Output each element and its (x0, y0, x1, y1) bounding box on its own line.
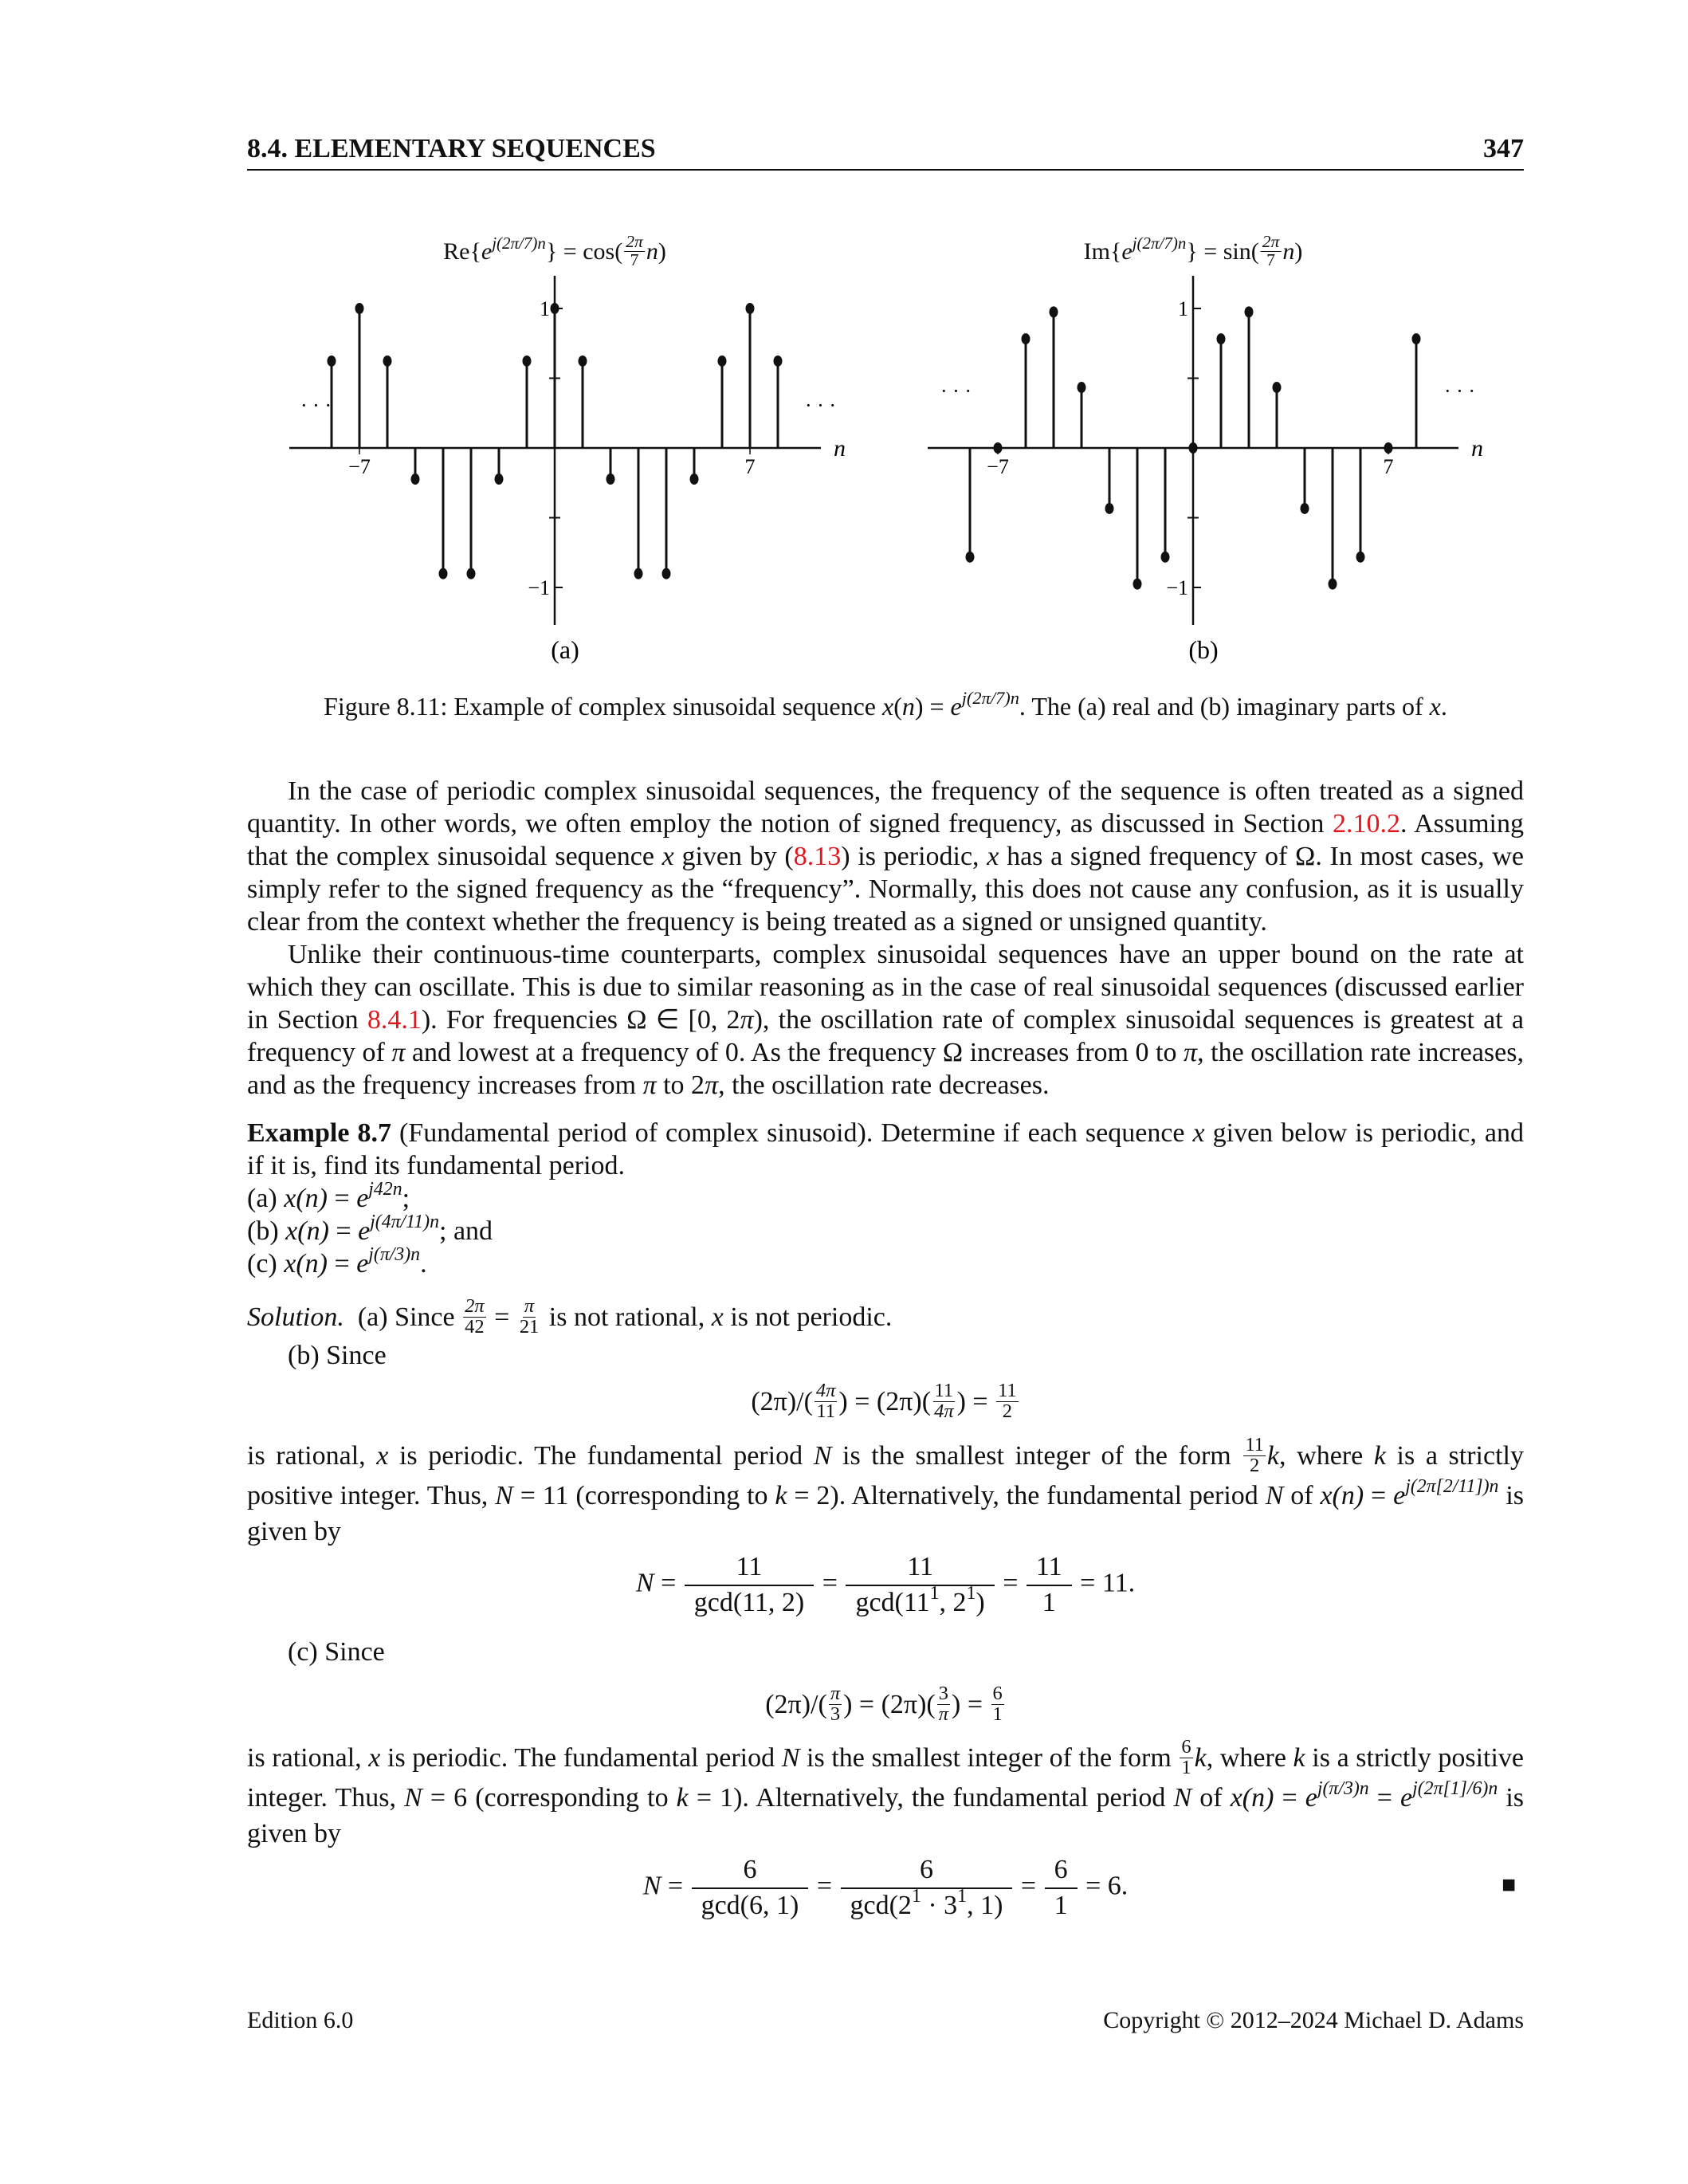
example-label: Example 8.7 (247, 1118, 391, 1148)
x-tick-label: 7 (1383, 455, 1394, 478)
solution-c-label: (c) Since (288, 1637, 385, 1667)
title-text: e (481, 238, 493, 265)
title-text: ) (1294, 238, 1303, 265)
solution-b-paragraph: is rational, x is periodic. The fundamental period N is the smallest integer of the form $\frac{11}{2}$ k, where k is a strictly positive integer. Thus, N = 11 (corresponding to k = 2). Alternatively, the fundamental period N of $x(n) = e^{j(2\pi[2/11])n}$ is given by (247, 1434, 1524, 1547)
equation-b-ratio: (2π)/( $\frac{4\pi}{11}$ ) = (2π)( $\frac{11}{4\pi}$ ) = $\frac{11}{2}$ (751, 1380, 1017, 1422)
stem-marker (1384, 442, 1393, 454)
stem-marker (1050, 306, 1058, 317)
y-tick-label: −1 (1166, 576, 1188, 599)
figure-caption: Figure 8.11: Example of complex sinusoidal sequence $x(n) = e^{j(2\pi/7)n}$. The (a) real and (b) imaginary parts of x. (324, 688, 1447, 721)
title-text: } (1186, 238, 1198, 265)
stem-marker (1273, 382, 1282, 393)
x-axis-label: n (834, 435, 846, 462)
stem-marker (1022, 333, 1030, 344)
stem-marker (1105, 503, 1114, 514)
stem-marker (607, 473, 615, 485)
x-axis-label: n (1471, 435, 1483, 462)
y-tick-label: 1 (1178, 297, 1188, 320)
title-text: ( (1250, 238, 1259, 265)
stem-marker (718, 355, 727, 367)
equation-c-period: N = $\frac{6}{\gcd(6, 1)}$ = $\frac{6}{\gcd(2^1 \cdot 3^1, 1)}$ = $\frac{6}{1}$ = 6. (642, 1855, 1129, 1920)
example-item: (b) $x(n) = e^{j(4\pi/11)n}$; and (247, 1212, 493, 1246)
title-fraction: $\frac{2\pi}{7}$ (626, 232, 643, 270)
y-tick-label: −1 (528, 576, 550, 599)
stem-marker (1301, 503, 1309, 514)
y-tick-label: 1 (540, 297, 550, 320)
stem-marker (774, 355, 783, 367)
example-item: (c) $x(n) = e^{j(\pi/3)n}$. (247, 1244, 427, 1279)
title-text: Re{ (443, 238, 481, 265)
subfigure-label: (b) (1188, 635, 1219, 664)
stem-marker (523, 355, 532, 367)
stem-marker (355, 303, 364, 314)
stem-marker (383, 355, 392, 367)
title-text: e (1121, 238, 1133, 265)
stem-marker (1133, 579, 1142, 590)
stem-marker (1245, 306, 1254, 317)
section-link[interactable]: 2.10.2 (1332, 809, 1400, 839)
title-text: = sin (1197, 238, 1251, 265)
stem-marker (1078, 382, 1086, 393)
solution-c-paragraph: is rational, x is periodic. The fundamental period N is the smallest integer of the form $\frac{6}{1}$ k, where k is a strictly positive integer. Thus, N = 6 (corresponding to k = 1). Alternatively, the fundamental period N of $x(n) = e^{j(\pi/3)n} = e^{j(2\pi[1]/6)n}$ is given by (247, 1736, 1525, 1849)
ellipsis-right: · · · (1444, 379, 1475, 403)
title-text: ( (614, 238, 623, 265)
equation-c-ratio: (2π)/( $\frac{\pi}{3}$ ) = (2π)( $\frac{3}{\pi}$ ) = $\frac{6}{1}$ (765, 1683, 1003, 1725)
paragraph-1: In the case of periodic complex sinusoidal sequences, the frequency of the sequence is often treated as a signed quantity. In other words, we often employ the notion of signed frequency, as discussed in Section 2.10.2. Assuming that the complex sinusoidal sequence x given by (8.13) is periodic, x has a signed frequency of Ω. In most cases, we simply refer to the signed frequency as the “frequency”. Normally, this does not cause any confusion, as it is usually clear from the context whether the frequency is being treated as a signed or unsigned quantity. (247, 776, 1524, 937)
stem-marker (662, 568, 671, 579)
title-text: } (545, 238, 558, 265)
ellipsis-left: · · · (300, 394, 332, 417)
stem-marker (634, 568, 643, 579)
stem-marker (439, 568, 448, 579)
stem-marker (1161, 552, 1170, 563)
example-item: (a) $x(n) = e^{j42n}$; (247, 1179, 410, 1213)
stem-marker (690, 473, 699, 485)
stem-marker (1189, 442, 1198, 454)
stem-marker (994, 442, 1003, 454)
paragraph-2: Unlike their continuous-time counterparts, complex sinusoidal sequences have an upper bound on the rate at which they can oscillate. This is due to similar reasoning as in the case of real sinusoidal sequences (discussed earlier in Section 8.4.1). For frequencies Ω ∈ [0, 2π), the oscillation rate of complex sinusoidal sequences is greatest at a frequency of π and lowest at a frequency of 0. As the frequency Ω increases from 0 to π, the oscillation rate increases, and as the frequency increases from π to 2π, the oscillation rate decreases. (247, 940, 1525, 1100)
solution-b-label: (b) Since (288, 1340, 387, 1370)
subfigure-label: (a) (551, 635, 579, 664)
x-tick-label: −7 (348, 455, 371, 478)
stem-marker (467, 568, 476, 579)
solution-a: Solution. (a) Since $\frac{2\pi}{42}$ = $\frac{\pi}{21}$ is not rational, x is not periodic. (b) Since (247, 1299, 1524, 1372)
stem-marker (1329, 579, 1337, 590)
example-8-7: Example 8.7 (Fundamental period of complex sinusoid). Determine if each sequence x given below is periodic, and if it is, find its fundamental period. (a) $x(n) = e^{j42n}$; (b) $x(n) = e^{j(4\pi/11)n}$; and (c) $x(n) = e^{j(\pi/3)n}$. (247, 1118, 1524, 1279)
section-link[interactable]: 8.4.1 (367, 1005, 422, 1035)
title-text: n (646, 238, 658, 265)
stem-marker (1412, 333, 1421, 344)
equation-link[interactable]: 8.13 (793, 842, 842, 871)
page-number: 347 (1483, 134, 1524, 163)
title-exponent: j(2π/7)n (1132, 233, 1187, 253)
stem-marker (966, 552, 975, 563)
stem-marker (328, 355, 336, 367)
equation-b-period: N = $\frac{11}{\gcd(11, 2)}$ = $\frac{11}{\gcd(11^1, 2^1)}$ = $\frac{11}{1}$ = 11. (635, 1552, 1136, 1617)
stem-marker (1356, 552, 1365, 563)
title-text: Im{ (1083, 238, 1122, 265)
stem-marker (495, 473, 504, 485)
title-text: = cos (557, 238, 615, 265)
stem-marker (411, 473, 420, 485)
x-tick-label: 7 (744, 455, 756, 478)
qed-square-icon: ■ (1502, 1872, 1517, 1898)
title-exponent: j(2π/7)n (492, 233, 546, 253)
page-footer (247, 2007, 1524, 2034)
title-fraction: $\frac{2\pi}{7}$ (1262, 232, 1280, 270)
ellipsis-right: · · · (805, 394, 836, 417)
stem-marker (551, 303, 559, 314)
ellipsis-left: · · · (940, 379, 972, 403)
title-text: ) (658, 238, 666, 265)
section-title: 8.4. ELEMENTARY SEQUENCES (247, 134, 656, 163)
stem-marker (579, 355, 587, 367)
edition-label: Edition 6.0 (247, 2007, 354, 2033)
title-text: n (1282, 238, 1295, 265)
stem-marker (746, 303, 755, 314)
x-tick-label: −7 (987, 455, 1009, 478)
stem-marker (1217, 333, 1226, 344)
copyright-notice: Copyright © 2012–2024 Michael D. Adams (1103, 2007, 1524, 2033)
